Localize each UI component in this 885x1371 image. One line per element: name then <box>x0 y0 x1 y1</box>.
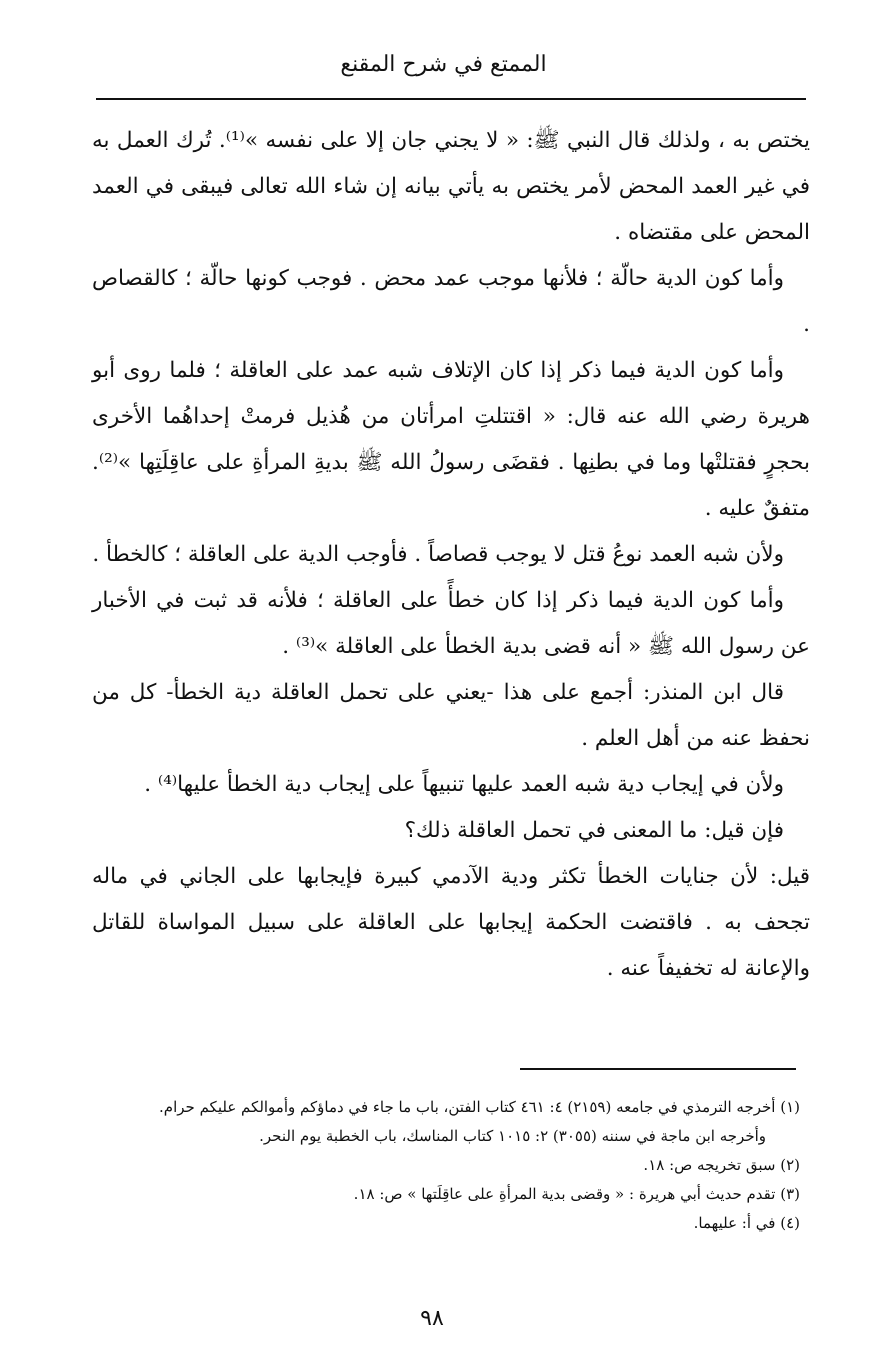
running-head-title: الممتع في شرح المقنع <box>340 52 547 77</box>
paragraph-1: يختص به ، ولذلك قال النبي ﷺ: « لا يجني جان إلا على نفسه »⁽¹⁾. تُرك العمل به في غير العمد المحض لأمر يختص به يأتي بيانه إن شاء الله تعالى فيبقى في العمد المحض على مقتضاه . <box>92 128 810 245</box>
page-number: ٩٨ <box>420 1306 444 1331</box>
paragraph-9: قيل: لأن جنايات الخطأ تكثر ودية الآدمي كبيرة فإيجابها على الجاني في ماله تجحف به . فاقتضت الحكمة إيجابها على العاقلة على سبيل المواساة للقاتل والإعانة له تخفيفاً عنه . <box>92 864 810 981</box>
footnote-4: (٤) في أ: عليهما. <box>693 1214 800 1232</box>
header-rule <box>96 98 806 100</box>
footnote-2: (٢) سبق تخريجه ص: ١٨. <box>643 1156 800 1174</box>
footnote-rule <box>520 1068 796 1070</box>
footnote-1: (١) أخرجه الترمذي في جامعه (٢١٥٩) ٤: ٤٦١ كتاب الفتن، باب ما جاء في دماؤكم وأموالكم عليكم حرام. <box>159 1098 800 1116</box>
paragraph-3: وأما كون الدية فيما ذكر إذا كان الإتلاف شبه عمد على العاقلة ؛ فلما روى أبو هريرة رضي الله عنه قال: « اقتتلتِ امرأتان من هُذيل فرمتْ إحداهُما الأخرى بحجرٍ فقتلتْها وما في بطنِها . فقضَى رسولُ الله ﷺ بديةِ المرأةِ على عاقِلَتِها »⁽²⁾. متفقٌ عليه . <box>92 358 810 521</box>
footnote-1-continuation: وأخرجه ابن ماجة في سننه (٣٠٥٥) ٢: ١٠١٥ كتاب المناسك، باب الخطبة يوم النحر. <box>259 1127 766 1145</box>
paragraph-7: ولأن في إيجاب دية شبه العمد عليها تنبيهاً على إيجاب دية الخطأ عليها⁽⁴⁾ . <box>144 772 784 797</box>
paragraph-6: قال ابن المنذر: أجمع على هذا -يعني على تحمل العاقلة دية الخطأ- كل من نحفظ عنه من أهل العلم . <box>92 680 810 751</box>
paragraph-8: فإن قيل: ما المعنى في تحمل العاقلة ذلك؟ <box>404 818 784 843</box>
paragraph-2: وأما كون الدية حالّة ؛ فلأنها موجب عمد محض . فوجب كونها حالّة ؛ كالقصاص . <box>92 266 810 337</box>
main-text <box>92 118 810 992</box>
paragraph-4: ولأن شبه العمد نوعُ قتل لا يوجب قصاصاً . فأوجب الدية على العاقلة ؛ كالخطأ . <box>92 542 784 567</box>
footnote-3: (٣) تقدم حديث أبي هريرة : « وقضى بدية المرأةِ على عاقِلَتها » ص: ١٨. <box>353 1185 800 1203</box>
footnotes <box>80 1093 800 1238</box>
paragraph-5: وأما كون الدية فيما ذكر إذا كان خطأً على العاقلة ؛ فلأنه قد ثبت في الأخبار عن رسول الله ﷺ « أنه قضى بدية الخطأ على العاقلة »⁽³⁾ . <box>92 588 810 659</box>
